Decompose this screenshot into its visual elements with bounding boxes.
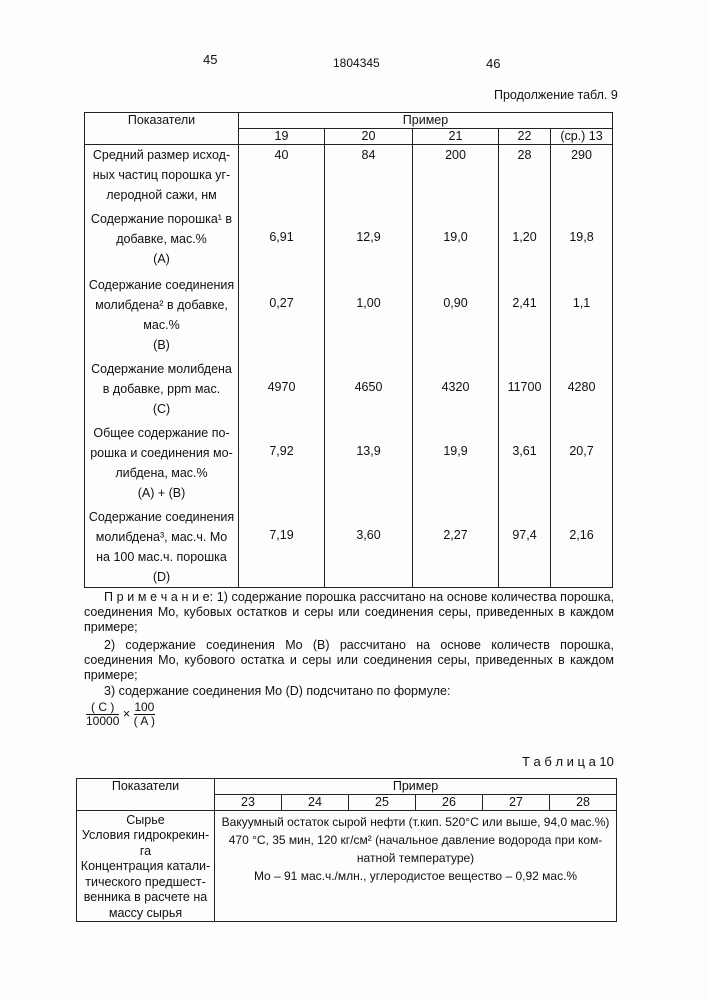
row-label-line: на 100 мас.ч. порошка — [87, 547, 236, 567]
column-header-example: 23 — [215, 794, 282, 810]
column-header-example: 22 — [499, 129, 551, 145]
page-number-left: 45 — [203, 52, 217, 67]
table-row — [85, 423, 613, 507]
table-cell: 290 — [551, 145, 613, 209]
patent-page — [0, 0, 707, 1000]
note-2: 2) содержание соединения Mo (B) рассчитано на основе количеств порошка, соединения Mo, кубового остатка и серы или соединения серы, приведенных в каждом примере; — [84, 638, 614, 683]
column-header-example: 20 — [325, 129, 413, 145]
table-cell: 0,27 — [239, 275, 325, 359]
patent-number: 1804345 — [333, 56, 380, 70]
column-header-indicators: Показатели — [85, 113, 239, 145]
note-1: П р и м е ч а н и е: 1) содержание порошка рассчитано на основе количества порошка, соединения Mo, кубовых остатков и серы или соединения серы, приведенных в каждом примере; — [84, 590, 614, 635]
table-cell: 200 — [413, 145, 499, 209]
row-labels — [77, 810, 215, 922]
row-label-line: Содержание порошка¹ в — [87, 209, 236, 229]
table-row — [85, 507, 613, 588]
value-line: натной температуре) — [217, 849, 614, 867]
table-cell: 1,1 — [551, 275, 613, 359]
row-label-line: Содержание молибдена — [87, 359, 236, 379]
table-cell: 40 — [239, 145, 325, 209]
row-label-line: леродной сажи, нм — [87, 185, 236, 205]
row-label — [85, 145, 239, 209]
table-row — [85, 275, 613, 359]
table-cell: 7,19 — [239, 507, 325, 588]
row-label-line: Общее содержание по- — [87, 423, 236, 443]
row-label-line: (B) — [87, 335, 236, 355]
column-header-indicators: Показатели — [77, 778, 215, 810]
formula-numerator-2: 100 — [134, 701, 155, 715]
row-label-line: рошка и соединения мо- — [87, 443, 236, 463]
column-header-example: 24 — [282, 794, 349, 810]
column-header-example: 27 — [483, 794, 550, 810]
row-label-line: Условия гидрокрекин- — [79, 828, 212, 844]
row-label-line: в добавке, ppm мас. — [87, 379, 236, 399]
row-label-line: либдена, мас.% — [87, 463, 236, 483]
table-cell: 2,41 — [499, 275, 551, 359]
row-label-line: Содержание соединения — [87, 275, 236, 295]
row-label-line: (C) — [87, 399, 236, 419]
table-cell: 6,91 — [239, 209, 325, 275]
table-cell: 4650 — [325, 359, 413, 423]
column-header-example: 28 — [550, 794, 617, 810]
column-header-example: 25 — [349, 794, 416, 810]
value-line: Mo – 91 мас.ч./млн., углеродистое вещество – 0,92 мас.% — [217, 867, 614, 885]
table-cell: 28 — [499, 145, 551, 209]
column-header-example: 21 — [413, 129, 499, 145]
row-label-line: Концентрация катали- — [79, 859, 212, 875]
column-group-header: Пример — [239, 113, 613, 129]
table-cell: 12,9 — [325, 209, 413, 275]
row-label-line: молибдена³, мас.ч. Mo — [87, 527, 236, 547]
row-label — [85, 507, 239, 588]
row-label — [85, 275, 239, 359]
table-cell: 19,0 — [413, 209, 499, 275]
row-label-line: ных частиц порошка уг- — [87, 165, 236, 185]
table-cell: 19,9 — [413, 423, 499, 507]
table-9 — [84, 112, 613, 588]
formula-denominator-1: 10000 — [86, 715, 119, 728]
table-cell: 13,9 — [325, 423, 413, 507]
formula-times: × — [123, 706, 130, 720]
table-cell: 1,20 — [499, 209, 551, 275]
row-label-line: молибдена² в добавке, — [87, 295, 236, 315]
table-cell: 20,7 — [551, 423, 613, 507]
note-3: 3) содержание соединения Mo (D) подсчитано по формуле: — [84, 684, 614, 699]
table-row — [85, 145, 613, 209]
formula-denominator-2: ( A ) — [134, 715, 155, 728]
table-cell: 4970 — [239, 359, 325, 423]
row-label — [85, 209, 239, 275]
value-line: 470 °С, 35 мин, 120 кг/см² (начальное давление водорода при ком- — [217, 831, 614, 849]
row-label-line: Содержание соединения — [87, 507, 236, 527]
column-group-header: Пример — [215, 778, 617, 794]
table-cell: 3,60 — [325, 507, 413, 588]
row-label-line: Средний размер исход- — [87, 145, 236, 165]
row-label-line: тического предшест- — [79, 875, 212, 891]
table-cell: 1,00 — [325, 275, 413, 359]
page-body — [0, 112, 707, 922]
table-10 — [76, 778, 617, 923]
table-cell: 0,90 — [413, 275, 499, 359]
table-cell: 4280 — [551, 359, 613, 423]
value-line: Вакуумный остаток сырой нефти (т.кип. 520°С или выше, 94,0 мас.%) — [217, 813, 614, 831]
table-cell: 4320 — [413, 359, 499, 423]
row-label-line: (A) + (B) — [87, 483, 236, 503]
row-label-line: добавке, мас.% — [87, 229, 236, 249]
table-cell: 97,4 — [499, 507, 551, 588]
row-label-line: мас.% — [87, 315, 236, 335]
formula — [86, 701, 707, 728]
formula-numerator-1: ( C ) — [86, 701, 119, 715]
page-number-right: 46 — [486, 56, 500, 71]
table-cell: 11700 — [499, 359, 551, 423]
column-header-example: 19 — [239, 129, 325, 145]
table-cell: 2,27 — [413, 507, 499, 588]
table-cell: 7,92 — [239, 423, 325, 507]
row-label-line: (D) — [87, 567, 236, 587]
table-10-title: Т а б л и ц а 10 — [522, 754, 707, 770]
table-cell: 3,61 — [499, 423, 551, 507]
row-label-line: (A) — [87, 249, 236, 269]
row-label-line: Сырье — [79, 813, 212, 829]
row-label — [85, 359, 239, 423]
table-row — [85, 209, 613, 275]
table-cell: 19,8 — [551, 209, 613, 275]
merged-values — [215, 810, 617, 922]
table-cell: 84 — [325, 145, 413, 209]
table-row — [85, 359, 613, 423]
table-cell: 2,16 — [551, 507, 613, 588]
column-header-example: (ср.) 13 — [551, 129, 613, 145]
column-header-example: 26 — [416, 794, 483, 810]
row-label-line: венника в расчете на — [79, 890, 212, 906]
row-label — [85, 423, 239, 507]
table-continuation-label: Продолжение табл. 9 — [494, 88, 618, 102]
row-label-line: массу сырья — [79, 906, 212, 922]
row-label-line: га — [79, 844, 212, 860]
